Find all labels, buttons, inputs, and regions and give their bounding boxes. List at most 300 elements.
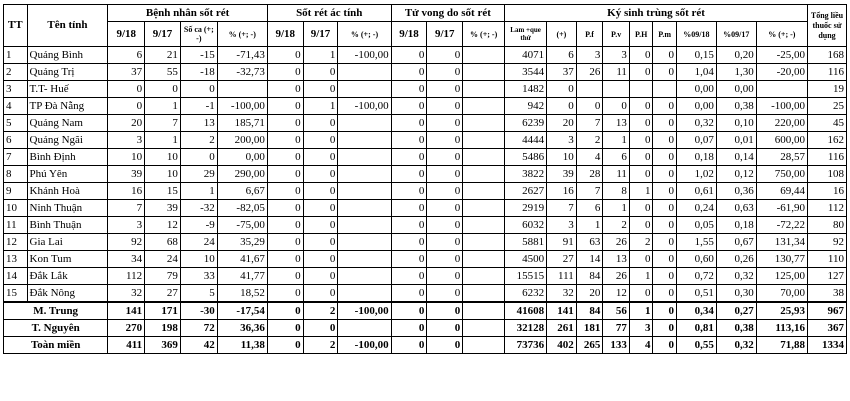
- cell-pos: 3: [547, 217, 577, 234]
- cell-dpct: [463, 81, 505, 98]
- summary-cell-ph: 1: [629, 302, 653, 320]
- cell-total: 112: [808, 200, 847, 217]
- cell-pcases: 1: [180, 183, 217, 200]
- cell-s918: 0: [267, 200, 303, 217]
- cell-ppct: 41,67: [217, 251, 267, 268]
- cell-rpct: 70,00: [756, 285, 807, 303]
- cell-s918: 0: [267, 64, 303, 81]
- cell-pos: 37: [547, 64, 577, 81]
- cell-rpct: 125,00: [756, 268, 807, 285]
- cell-r918: 0,05: [676, 217, 716, 234]
- cell-ppct: -75,00: [217, 217, 267, 234]
- summary-cell-dpct: [463, 302, 505, 320]
- cell-pm: 0: [653, 166, 677, 183]
- cell-spct: [338, 234, 391, 251]
- summary-name: Toàn miền: [4, 337, 108, 354]
- tt-header: TT: [4, 5, 28, 47]
- table-row: [4, 183, 847, 200]
- summary-cell-dpct: [463, 320, 505, 337]
- cell-spct: -100,00: [338, 47, 391, 64]
- summary-cell-p917: 369: [145, 337, 181, 354]
- summary-cell-pv: 77: [603, 320, 630, 337]
- cell-ph: 1: [629, 268, 653, 285]
- table-row: [4, 47, 847, 64]
- cell-lam: 5486: [505, 149, 547, 166]
- summary-cell-ph: 3: [629, 320, 653, 337]
- cell-pcases: 13: [180, 115, 217, 132]
- cell-pv: 13: [603, 251, 630, 268]
- summary-cell-r917: 0,32: [716, 337, 756, 354]
- cell-rpct: 220,00: [756, 115, 807, 132]
- cell-ph: 2: [629, 234, 653, 251]
- summary-cell-dpct: [463, 337, 505, 354]
- cell-s917: 0: [303, 166, 338, 183]
- cell-pf: 28: [576, 166, 603, 183]
- summary-cell-total: 1334: [808, 337, 847, 354]
- row-number: 15: [4, 285, 28, 303]
- summary-name: M. Trung: [4, 302, 108, 320]
- cell-ppct: 41,77: [217, 268, 267, 285]
- cell-p918: 7: [108, 200, 145, 217]
- summary-row: [4, 302, 847, 320]
- cell-total: 168: [808, 47, 847, 64]
- cell-pf: [576, 81, 603, 98]
- cell-total: 19: [808, 81, 847, 98]
- cell-ph: 0: [629, 217, 653, 234]
- cell-d917: 0: [427, 47, 463, 64]
- summary-row: [4, 320, 847, 337]
- cell-rpct: -25,00: [756, 47, 807, 64]
- summary-cell-s918: 0: [267, 337, 303, 354]
- cell-p918: 0: [108, 98, 145, 115]
- cell-pv: 3: [603, 47, 630, 64]
- cell-ph: 1: [629, 183, 653, 200]
- cell-lam: 4500: [505, 251, 547, 268]
- cell-d918: 0: [391, 64, 427, 81]
- cell-s917: 0: [303, 217, 338, 234]
- row-number: 2: [4, 64, 28, 81]
- cell-rpct: -20,00: [756, 64, 807, 81]
- cell-r917: 0,10: [716, 115, 756, 132]
- cell-s917: 0: [303, 200, 338, 217]
- deaths-917-header: 9/17: [427, 22, 463, 47]
- province-name: Quảng Trị: [27, 64, 108, 81]
- cell-spct: [338, 166, 391, 183]
- summary-cell-s917: 2: [303, 302, 338, 320]
- summary-cell-d918: 0: [391, 302, 427, 320]
- cell-s918: 0: [267, 183, 303, 200]
- cell-pf: 4: [576, 149, 603, 166]
- cell-p917: 68: [145, 234, 181, 251]
- table-row: [4, 98, 847, 115]
- summary-cell-rpct: 71,88: [756, 337, 807, 354]
- cell-ppct: -71,43: [217, 47, 267, 64]
- summary-cell-r917: 0,38: [716, 320, 756, 337]
- cell-total: 45: [808, 115, 847, 132]
- cell-d917: 0: [427, 132, 463, 149]
- cell-dpct: [463, 183, 505, 200]
- cell-p918: 32: [108, 285, 145, 303]
- cell-total: 116: [808, 64, 847, 81]
- cell-pcases: 2: [180, 132, 217, 149]
- cell-pos: 10: [547, 149, 577, 166]
- table-body: [4, 47, 847, 354]
- row-number: 5: [4, 115, 28, 132]
- cell-ph: 0: [629, 251, 653, 268]
- cell-d917: 0: [427, 200, 463, 217]
- cell-ppct: 0,00: [217, 149, 267, 166]
- province-name: Quảng Ngãi: [27, 132, 108, 149]
- cell-r917: 0,14: [716, 149, 756, 166]
- row-number: 11: [4, 217, 28, 234]
- cell-lam: 3822: [505, 166, 547, 183]
- cell-p917: 21: [145, 47, 181, 64]
- cell-pcases: 0: [180, 149, 217, 166]
- summary-cell-pm: 0: [653, 337, 677, 354]
- cell-total: 162: [808, 132, 847, 149]
- cell-s917: 1: [303, 98, 338, 115]
- cell-pos: 7: [547, 200, 577, 217]
- cell-lam: 942: [505, 98, 547, 115]
- summary-cell-rpct: 113,16: [756, 320, 807, 337]
- cell-spct: [338, 268, 391, 285]
- header-sub-row: [4, 22, 847, 47]
- summary-cell-pos: 141: [547, 302, 577, 320]
- cell-lam: 5881: [505, 234, 547, 251]
- province-name: Phú Yên: [27, 166, 108, 183]
- summary-cell-s918: 0: [267, 302, 303, 320]
- cell-rpct: 130,77: [756, 251, 807, 268]
- cell-lam: 1482: [505, 81, 547, 98]
- cell-dpct: [463, 234, 505, 251]
- summary-cell-p918: 141: [108, 302, 145, 320]
- cell-total: 92: [808, 234, 847, 251]
- summary-cell-s917: 0: [303, 320, 338, 337]
- cell-r917: 0,36: [716, 183, 756, 200]
- summary-cell-p918: 270: [108, 320, 145, 337]
- cell-d917: 0: [427, 183, 463, 200]
- summary-cell-pv: 56: [603, 302, 630, 320]
- cell-d918: 0: [391, 98, 427, 115]
- cell-s917: 0: [303, 64, 338, 81]
- cell-ppct: -82,05: [217, 200, 267, 217]
- cell-pv: 8: [603, 183, 630, 200]
- cell-r918: 0,24: [676, 200, 716, 217]
- cell-s918: 0: [267, 132, 303, 149]
- province-name: Quảng Nam: [27, 115, 108, 132]
- cell-dpct: [463, 285, 505, 303]
- cell-pcases: -18: [180, 64, 217, 81]
- cell-p918: 39: [108, 166, 145, 183]
- row-number: 8: [4, 166, 28, 183]
- summary-cell-ph: 4: [629, 337, 653, 354]
- cell-r918: 0,00: [676, 81, 716, 98]
- cell-r918: 0,51: [676, 285, 716, 303]
- cell-lam: 6232: [505, 285, 547, 303]
- cell-spct: [338, 285, 391, 303]
- cell-pv: 2: [603, 217, 630, 234]
- cell-dpct: [463, 64, 505, 81]
- cell-pm: [653, 81, 677, 98]
- cell-pcases: -1: [180, 98, 217, 115]
- cell-pv: 6: [603, 149, 630, 166]
- cell-p918: 92: [108, 234, 145, 251]
- cell-d917: 0: [427, 217, 463, 234]
- cell-s918: 0: [267, 81, 303, 98]
- cell-ppct: 35,29: [217, 234, 267, 251]
- cell-pm: 0: [653, 47, 677, 64]
- cell-total: 38: [808, 285, 847, 303]
- cell-rpct: -100,00: [756, 98, 807, 115]
- cell-r918: 1,55: [676, 234, 716, 251]
- summary-cell-pm: 0: [653, 302, 677, 320]
- cell-ph: 0: [629, 132, 653, 149]
- summary-cell-r918: 0,81: [676, 320, 716, 337]
- cell-r917: 0,12: [716, 166, 756, 183]
- cell-d917: 0: [427, 251, 463, 268]
- cell-pcases: 0: [180, 81, 217, 98]
- cell-total: 80: [808, 217, 847, 234]
- summary-cell-r917: 0,27: [716, 302, 756, 320]
- severe-917-header: 9/17: [303, 22, 338, 47]
- province-name: Gia Lai: [27, 234, 108, 251]
- cell-pm: 0: [653, 149, 677, 166]
- deaths-pct-header: % (+; -): [463, 22, 505, 47]
- cell-pos: 0: [547, 81, 577, 98]
- cell-r918: 0,72: [676, 268, 716, 285]
- table-row: [4, 166, 847, 183]
- cell-ph: [629, 81, 653, 98]
- summary-cell-total: 967: [808, 302, 847, 320]
- cell-rpct: [756, 81, 807, 98]
- province-name: TP Đà Nẵng: [27, 98, 108, 115]
- cell-pos: 20: [547, 115, 577, 132]
- cell-r917: 0,01: [716, 132, 756, 149]
- cell-d918: 0: [391, 183, 427, 200]
- severe-group-header: Sốt rét ác tính: [267, 5, 391, 22]
- summary-cell-pf: 84: [576, 302, 603, 320]
- cell-p918: 16: [108, 183, 145, 200]
- cell-spct: [338, 251, 391, 268]
- cell-lam: 2627: [505, 183, 547, 200]
- cell-r918: 0,00: [676, 98, 716, 115]
- province-name: Khánh Hoà: [27, 183, 108, 200]
- row-number: 7: [4, 149, 28, 166]
- cell-d917: 0: [427, 234, 463, 251]
- rate-pct-header: % (+; -): [756, 22, 807, 47]
- cell-pm: 0: [653, 115, 677, 132]
- cell-ppct: 6,67: [217, 183, 267, 200]
- cell-p918: 3: [108, 217, 145, 234]
- cell-spct: [338, 217, 391, 234]
- province-name: T.T- Huế: [27, 81, 108, 98]
- cell-pf: 1: [576, 217, 603, 234]
- total-drugs-header: Tổng liều thuốc sử dụng: [808, 5, 847, 47]
- cell-r917: 1,30: [716, 64, 756, 81]
- cell-ph: 0: [629, 200, 653, 217]
- pf-header: P.f: [576, 22, 603, 47]
- cell-d917: 0: [427, 268, 463, 285]
- malaria-report-table: [3, 4, 847, 354]
- summary-cell-d917: 0: [427, 337, 463, 354]
- row-number: 4: [4, 98, 28, 115]
- cell-spct: [338, 149, 391, 166]
- cell-pf: 7: [576, 183, 603, 200]
- table-row: [4, 217, 847, 234]
- severe-918-header: 9/18: [267, 22, 303, 47]
- row-number: 14: [4, 268, 28, 285]
- summary-cell-d918: 0: [391, 337, 427, 354]
- cell-pcases: -9: [180, 217, 217, 234]
- cell-spct: [338, 64, 391, 81]
- cell-pf: 0: [576, 98, 603, 115]
- cell-s917: 0: [303, 132, 338, 149]
- cell-pm: 0: [653, 234, 677, 251]
- cell-p917: 24: [145, 251, 181, 268]
- cell-d918: 0: [391, 115, 427, 132]
- cell-pv: 26: [603, 234, 630, 251]
- cell-d917: 0: [427, 81, 463, 98]
- cell-r918: 0,07: [676, 132, 716, 149]
- patients-917-header: 9/17: [145, 22, 181, 47]
- summary-cell-s917: 2: [303, 337, 338, 354]
- summary-cell-lam: 41608: [505, 302, 547, 320]
- cell-s917: 0: [303, 183, 338, 200]
- cell-pos: 3: [547, 132, 577, 149]
- cell-total: 110: [808, 251, 847, 268]
- cell-s917: 0: [303, 285, 338, 303]
- table-row: [4, 234, 847, 251]
- cell-ph: 0: [629, 149, 653, 166]
- row-number: 12: [4, 234, 28, 251]
- cell-d918: 0: [391, 47, 427, 64]
- cell-lam: 6239: [505, 115, 547, 132]
- cell-ph: 0: [629, 47, 653, 64]
- cell-d918: 0: [391, 166, 427, 183]
- cell-pv: 0: [603, 98, 630, 115]
- cell-s918: 0: [267, 268, 303, 285]
- summary-cell-ppct: 11,38: [217, 337, 267, 354]
- cell-total: 25: [808, 98, 847, 115]
- summary-cell-total: 367: [808, 320, 847, 337]
- cell-p917: 7: [145, 115, 181, 132]
- cell-p917: 15: [145, 183, 181, 200]
- summary-cell-lam: 32128: [505, 320, 547, 337]
- summary-cell-d917: 0: [427, 302, 463, 320]
- cell-p918: 0: [108, 81, 145, 98]
- summary-cell-pos: 261: [547, 320, 577, 337]
- cell-s917: 0: [303, 115, 338, 132]
- cell-s918: 0: [267, 98, 303, 115]
- cell-pv: [603, 81, 630, 98]
- deaths-group-header: Tử vong do sốt rét: [391, 5, 505, 22]
- cell-pcases: 10: [180, 251, 217, 268]
- cell-dpct: [463, 98, 505, 115]
- cell-p918: 20: [108, 115, 145, 132]
- cell-pcases: 24: [180, 234, 217, 251]
- cell-r918: 1,02: [676, 166, 716, 183]
- cell-p917: 39: [145, 200, 181, 217]
- cell-p918: 3: [108, 132, 145, 149]
- cell-pf: 14: [576, 251, 603, 268]
- cell-r918: 0,61: [676, 183, 716, 200]
- cell-d917: 0: [427, 98, 463, 115]
- summary-cell-d917: 0: [427, 320, 463, 337]
- cell-lam: 2919: [505, 200, 547, 217]
- cell-pv: 12: [603, 285, 630, 303]
- cell-pv: 1: [603, 200, 630, 217]
- cell-p918: 37: [108, 64, 145, 81]
- cell-d917: 0: [427, 149, 463, 166]
- summary-cell-pcases: 42: [180, 337, 217, 354]
- cell-d918: 0: [391, 149, 427, 166]
- summary-name: T. Nguyên: [4, 320, 108, 337]
- cell-spct: [338, 183, 391, 200]
- cell-lam: 15515: [505, 268, 547, 285]
- summary-cell-pf: 181: [576, 320, 603, 337]
- province-name: Bình Thuận: [27, 217, 108, 234]
- summary-cell-pcases: 72: [180, 320, 217, 337]
- cell-total: 108: [808, 166, 847, 183]
- cell-ppct: 200,00: [217, 132, 267, 149]
- table-row: [4, 268, 847, 285]
- cell-pm: 0: [653, 268, 677, 285]
- cell-dpct: [463, 149, 505, 166]
- cell-s918: 0: [267, 285, 303, 303]
- table-row: [4, 285, 847, 303]
- cell-lam: 6032: [505, 217, 547, 234]
- cell-ph: 0: [629, 285, 653, 303]
- cell-pv: 26: [603, 268, 630, 285]
- cell-p917: 1: [145, 98, 181, 115]
- cell-pos: 6: [547, 47, 577, 64]
- cell-r917: 0,26: [716, 251, 756, 268]
- cell-rpct: 69,44: [756, 183, 807, 200]
- cell-pv: 1: [603, 132, 630, 149]
- pv-header: P.v: [603, 22, 630, 47]
- cell-dpct: [463, 115, 505, 132]
- summary-cell-spct: -100,00: [338, 337, 391, 354]
- cell-d917: 0: [427, 166, 463, 183]
- pm-header: P.m: [653, 22, 677, 47]
- cell-pf: 7: [576, 115, 603, 132]
- summary-cell-pf: 265: [576, 337, 603, 354]
- cell-s918: 0: [267, 166, 303, 183]
- severe-pct-header: % (+; -): [338, 22, 391, 47]
- cell-rpct: -72,22: [756, 217, 807, 234]
- row-number: 6: [4, 132, 28, 149]
- cell-p918: 34: [108, 251, 145, 268]
- table-row: [4, 81, 847, 98]
- row-number: 9: [4, 183, 28, 200]
- cell-lam: 4071: [505, 47, 547, 64]
- cell-r918: 0,15: [676, 47, 716, 64]
- summary-cell-ppct: -17,54: [217, 302, 267, 320]
- summary-cell-spct: [338, 320, 391, 337]
- summary-cell-r918: 0,34: [676, 302, 716, 320]
- cell-pf: 84: [576, 268, 603, 285]
- cell-s917: 1: [303, 47, 338, 64]
- cell-ph: 0: [629, 166, 653, 183]
- cell-pv: 11: [603, 166, 630, 183]
- cell-r918: 1,04: [676, 64, 716, 81]
- cell-dpct: [463, 47, 505, 64]
- summary-cell-d918: 0: [391, 320, 427, 337]
- table-row: [4, 115, 847, 132]
- cell-r917: 0,63: [716, 200, 756, 217]
- cell-d918: 0: [391, 132, 427, 149]
- cell-pos: 16: [547, 183, 577, 200]
